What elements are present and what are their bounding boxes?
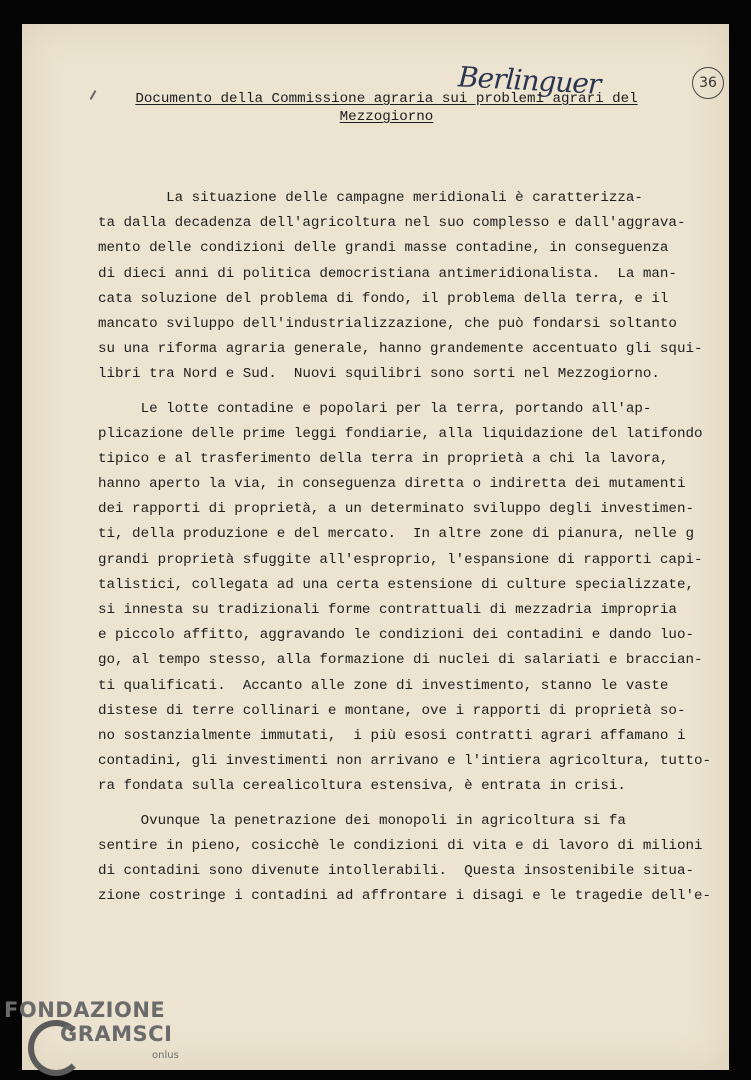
text-line: ti, della produzione e del mercato. In altre zone di pianura, nelle g <box>98 526 694 543</box>
watermark-line-3: onlus <box>152 1050 179 1061</box>
text-line: distese di terre collinari e montane, ove i rapporti di proprietà so- <box>98 702 686 719</box>
fondazione-gramsci-watermark <box>4 998 204 1074</box>
paragraph-2 <box>98 397 728 800</box>
text-line: ta dalla decadenza dell'agricoltura nel suo complesso e dall'aggrava- <box>98 215 686 232</box>
page-number-circle: 36 <box>692 67 724 99</box>
title-line: Mezzogiorno <box>339 109 434 125</box>
text-line: plicazione delle prime leggi fondiarie, alla liquidazione del latifondo <box>98 425 703 442</box>
paragraph-3 <box>98 809 728 910</box>
text-line: hanno aperto la via, in conseguenza diretta o indiretta dei mutamenti <box>98 476 686 493</box>
text-line: libri tra Nord e Sud. Nuovi squilibri sono sorti nel Mezzogiorno. <box>98 366 660 383</box>
text-line: no sostanzialmente immutati, i più esosi contratti agrari affamano i <box>98 727 686 744</box>
paragraph-1 <box>98 186 728 388</box>
text-line: La situazione delle campagne meridionali è caratterizza- <box>98 190 643 206</box>
text-line: Le lotte contadine e popolari per la terra, portando all'ap- <box>98 400 652 417</box>
watermark-line-1: FONDAZIONE <box>4 998 166 1022</box>
text-line: Ovunque la penetrazione dei monopoli in agricoltura si fa <box>98 812 626 829</box>
text-line: di contadini sono divenute intollerabili. Questa insostenibile situa- <box>98 862 694 879</box>
text-line: ra fondata sulla cerealicoltura estensiva, è entrata in crisi. <box>98 778 626 795</box>
text-line: mancato sviluppo dell'industrializzazione, che può fondarsi soltanto <box>98 315 677 332</box>
text-line: talistici, collegata ad una certa estensione di culture specializzate, <box>98 576 694 593</box>
text-line: su una riforma agraria generale, hanno grandemente accentuato gli squi- <box>98 341 703 358</box>
title-line: Documento della Commissione agraria sui problemi agrari del <box>135 91 638 107</box>
text-line: cata soluzione del problema di fondo, il problema della terra, e il <box>98 290 669 307</box>
pencil-mark <box>90 90 97 100</box>
text-line: go, al tempo stesso, alla formazione di nuclei di salariati e braccian- <box>98 652 703 669</box>
handwritten-note: Berlinguer <box>457 60 602 101</box>
text-line: ti qualificati. Accanto alle zone di investimento, stanno le vaste <box>98 677 669 694</box>
text-line: di dieci anni di politica democristiana antimeridionalista. La man- <box>98 265 677 282</box>
text-line: dei rapporti di proprietà, a un determinato sviluppo degli investimen- <box>98 501 694 518</box>
document-title <box>120 90 653 126</box>
document-body <box>98 186 728 909</box>
text-line: e piccolo affitto, aggravando le condizioni dei contadini e dando luo- <box>98 627 694 644</box>
text-line: zione costringe i contadini ad affrontare i disagi e le tragedie dell'e- <box>98 888 711 905</box>
text-line: contadini, gli investimenti non arrivano e l'intiera agricoltura, tutto- <box>98 753 711 770</box>
watermark-line-2: GRAMSCI <box>60 1022 173 1046</box>
text-line: mento delle condizioni delle grandi masse contadine, in conseguenza <box>98 240 669 257</box>
text-line: tipico e al trasferimento della terra in proprietà a chi la lavora, <box>98 450 669 467</box>
text-line: sentire in pieno, cosicchè le condizioni di vita e di lavoro di milioni <box>98 837 703 854</box>
text-line: si innesta su tradizionali forme contrattuali di mezzadria impropria <box>98 602 677 618</box>
text-line: grandi proprietà sfuggite all'esproprio, l'espansione di rapporti capi- <box>98 551 703 568</box>
